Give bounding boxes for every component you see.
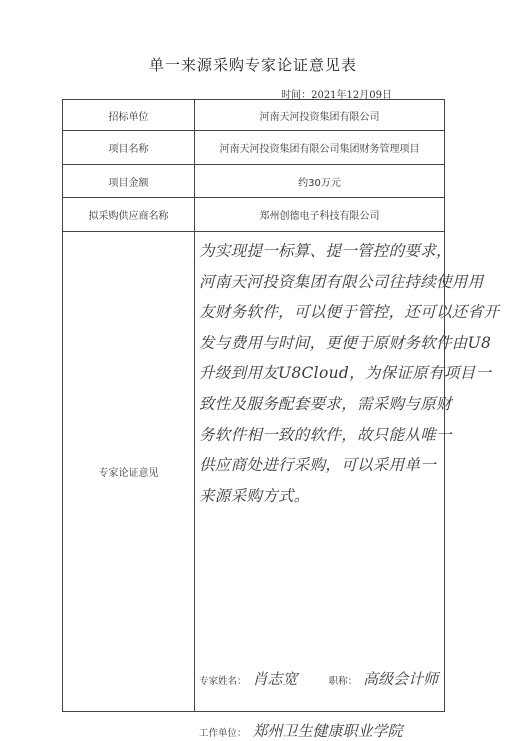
opinion-line: 来源采购方式。 xyxy=(199,486,310,505)
table-row xyxy=(63,165,445,198)
table-row xyxy=(63,131,445,165)
table-row xyxy=(63,198,445,232)
page-title: 单一来源采购专家论证意见表 xyxy=(148,56,357,74)
workplace-value: 郑州卫生健康职业学院 xyxy=(252,722,403,740)
row-value: 河南天河投资集团有限公司 xyxy=(195,100,445,131)
workplace-label: 工作单位： xyxy=(199,728,247,739)
expert-name-label: 专家姓名： xyxy=(199,676,247,687)
opinion-line: 务软件相一致的软件，故只能从唯一 xyxy=(199,425,452,444)
expert-name-signature: 肖志宽 xyxy=(252,670,298,688)
opinion-label: 专家论证意见 xyxy=(63,232,195,712)
opinion-line: 供应商处进行采购，可以采用单一 xyxy=(199,456,437,475)
opinion-line: 河南天河投资集团有限公司往持续使用用 xyxy=(199,272,484,291)
opinion-line: 升级到用友U8Cloud，为保证原有项目一 xyxy=(199,364,492,383)
workplace-row xyxy=(199,720,409,741)
row-value: 郑州创德电子科技有限公司 xyxy=(195,198,445,232)
row-label: 拟采购供应商名称 xyxy=(63,198,195,232)
opinion-line: 友财务软件，可以便于管控，还可以还省开 xyxy=(199,303,500,322)
date-value: 2021年12月09日 xyxy=(311,90,392,101)
expert-name-row xyxy=(199,668,444,689)
opinion-line: 致性及服务配套要求，需采购与原财 xyxy=(199,394,452,413)
date-label: 时间： xyxy=(281,90,312,101)
row-value: 河南天河投资集团有限公司集团财务管理项目 xyxy=(195,131,445,165)
row-label: 项目金额 xyxy=(63,165,195,198)
row-label: 招标单位 xyxy=(63,100,195,131)
opinion-line: 为实现提一标算、提一管控的要求， xyxy=(199,242,452,260)
row-value: 约30万元 xyxy=(195,165,445,198)
opinion-handwriting xyxy=(199,236,500,511)
table-row xyxy=(63,100,445,131)
row-label: 项目名称 xyxy=(63,131,195,165)
opinion-form-table xyxy=(62,99,500,740)
opinion-line: 发与费用与时间，更便于原财务软件由U8 xyxy=(199,333,492,352)
table-row xyxy=(63,232,445,712)
expert-title-value: 高级会计师 xyxy=(363,670,439,688)
opinion-cell xyxy=(195,232,500,740)
expert-title-label: 职称： xyxy=(328,676,358,687)
